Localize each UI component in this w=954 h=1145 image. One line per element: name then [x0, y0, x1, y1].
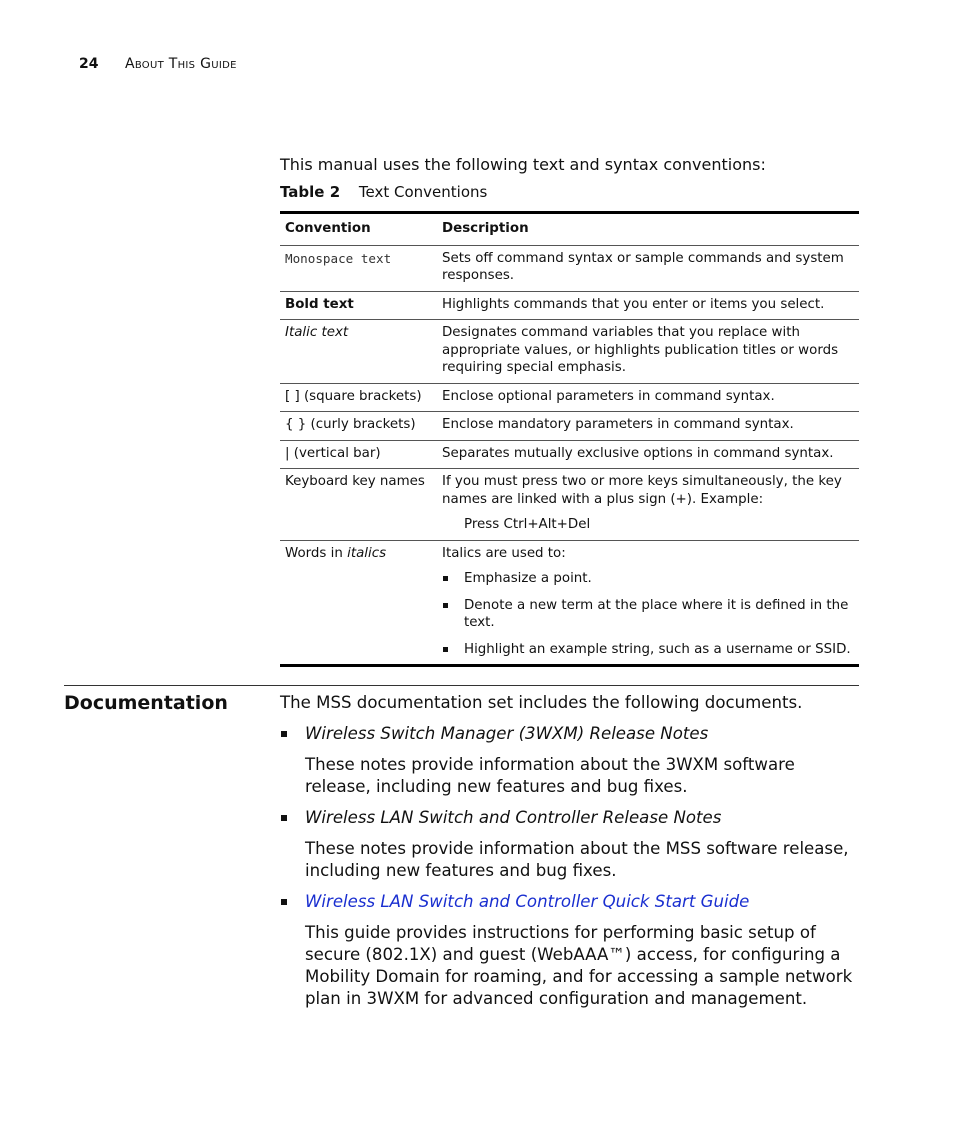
table-caption-label: Table 2 — [280, 183, 341, 201]
description-cell: Designates command variables that you replace with appropriate values, or highlights publication titles or words requiring special emphasis. — [437, 320, 859, 384]
convention-cell — [280, 540, 437, 666]
section-heading: Documentation — [64, 692, 228, 714]
bold-sample: Bold text — [285, 296, 354, 312]
documentation-intro: The MSS documentation set includes the following documents. — [280, 693, 803, 712]
doc-description: These notes provide information about the 3WXM software release, including new features and bug fixes. — [305, 755, 795, 796]
italics-description: Italics are used to: — [442, 545, 566, 561]
list-item — [442, 570, 854, 588]
table-row — [280, 540, 859, 666]
chapter-title: About This Guide — [124, 56, 237, 72]
intro-text: This manual uses the following text and syntax conventions: — [280, 155, 766, 174]
table-row — [280, 245, 859, 291]
convention-cell: Keyboard key names — [280, 469, 437, 541]
convention-emphasis: italics — [347, 545, 387, 561]
keyboard-description: If you must press two or more keys simultaneously, the key names are linked with a plus sign (+). Example: — [442, 474, 842, 507]
page-number: 24 — [79, 56, 99, 72]
list-item — [280, 891, 855, 1010]
list-item — [280, 723, 855, 798]
table-caption-title: Text Conventions — [358, 183, 488, 201]
running-header — [79, 56, 237, 72]
header-description: Description — [437, 213, 859, 246]
description-cell: Highlights commands that you enter or items you select. — [437, 291, 859, 320]
description-cell: Enclose mandatory parameters in command syntax. — [437, 412, 859, 441]
bullet-square-icon — [281, 899, 287, 905]
bullet-square-icon — [443, 576, 448, 581]
convention-cell: { } (curly brackets) — [280, 412, 437, 441]
list-item-text: Denote a new term at the place where it is defined in the text. — [464, 597, 849, 630]
list-item — [442, 641, 854, 659]
list-item — [280, 807, 855, 882]
header-convention: Convention — [280, 213, 437, 246]
documentation-body — [280, 692, 855, 1010]
doc-title: Wireless LAN Switch and Controller Release Notes — [305, 808, 722, 827]
description-cell — [437, 469, 859, 541]
list-item — [442, 597, 854, 632]
table-row — [280, 320, 859, 384]
text-conventions-table — [280, 211, 859, 667]
table-row — [280, 469, 859, 541]
list-item-text: Highlight an example string, such as a username or SSID. — [464, 641, 851, 657]
italic-sample: Italic text — [285, 325, 349, 340]
description-cell: Enclose optional parameters in command syntax. — [437, 383, 859, 412]
bullet-square-icon — [443, 647, 448, 652]
bullet-square-icon — [281, 731, 287, 737]
monospace-sample: Monospace text — [285, 250, 392, 266]
table-caption — [280, 183, 487, 201]
table-row — [280, 412, 859, 441]
convention-cell — [280, 245, 437, 291]
convention-cell: | (vertical bar) — [280, 440, 437, 469]
table-header-row — [280, 213, 859, 246]
convention-cell — [280, 320, 437, 384]
documents-list — [280, 723, 855, 1010]
description-cell: Separates mutually exclusive options in command syntax. — [437, 440, 859, 469]
doc-description: These notes provide information about the MSS software release, including new features and bug fixes. — [305, 839, 849, 880]
table-row — [280, 440, 859, 469]
table-row — [280, 291, 859, 320]
bullet-square-icon — [281, 815, 287, 821]
section-divider — [64, 685, 859, 686]
quick-start-guide-link[interactable]: Wireless LAN Switch and Controller Quick Start Guide — [305, 892, 750, 911]
convention-cell: [ ] (square brackets) — [280, 383, 437, 412]
list-item-text: Emphasize a point. — [464, 571, 592, 586]
doc-description: This guide provides instructions for performing basic setup of secure (802.1X) and guest (WebAAA™) access, for configuring a Mobility Domain for roaming, and for accessing a sample network plan in 3WXM for advanced configuration and management. — [305, 923, 853, 1008]
keyboard-example: Press Ctrl+Alt+Del — [464, 517, 591, 532]
description-cell: Sets off command syntax or sample commands and system responses. — [437, 245, 859, 291]
description-cell — [437, 540, 859, 666]
bullet-square-icon — [443, 603, 448, 608]
convention-prefix: Words in — [285, 545, 348, 561]
convention-cell — [280, 291, 437, 320]
italics-uses-list — [442, 570, 854, 658]
table-row — [280, 383, 859, 412]
doc-title: Wireless Switch Manager (3WXM) Release Notes — [305, 724, 709, 743]
